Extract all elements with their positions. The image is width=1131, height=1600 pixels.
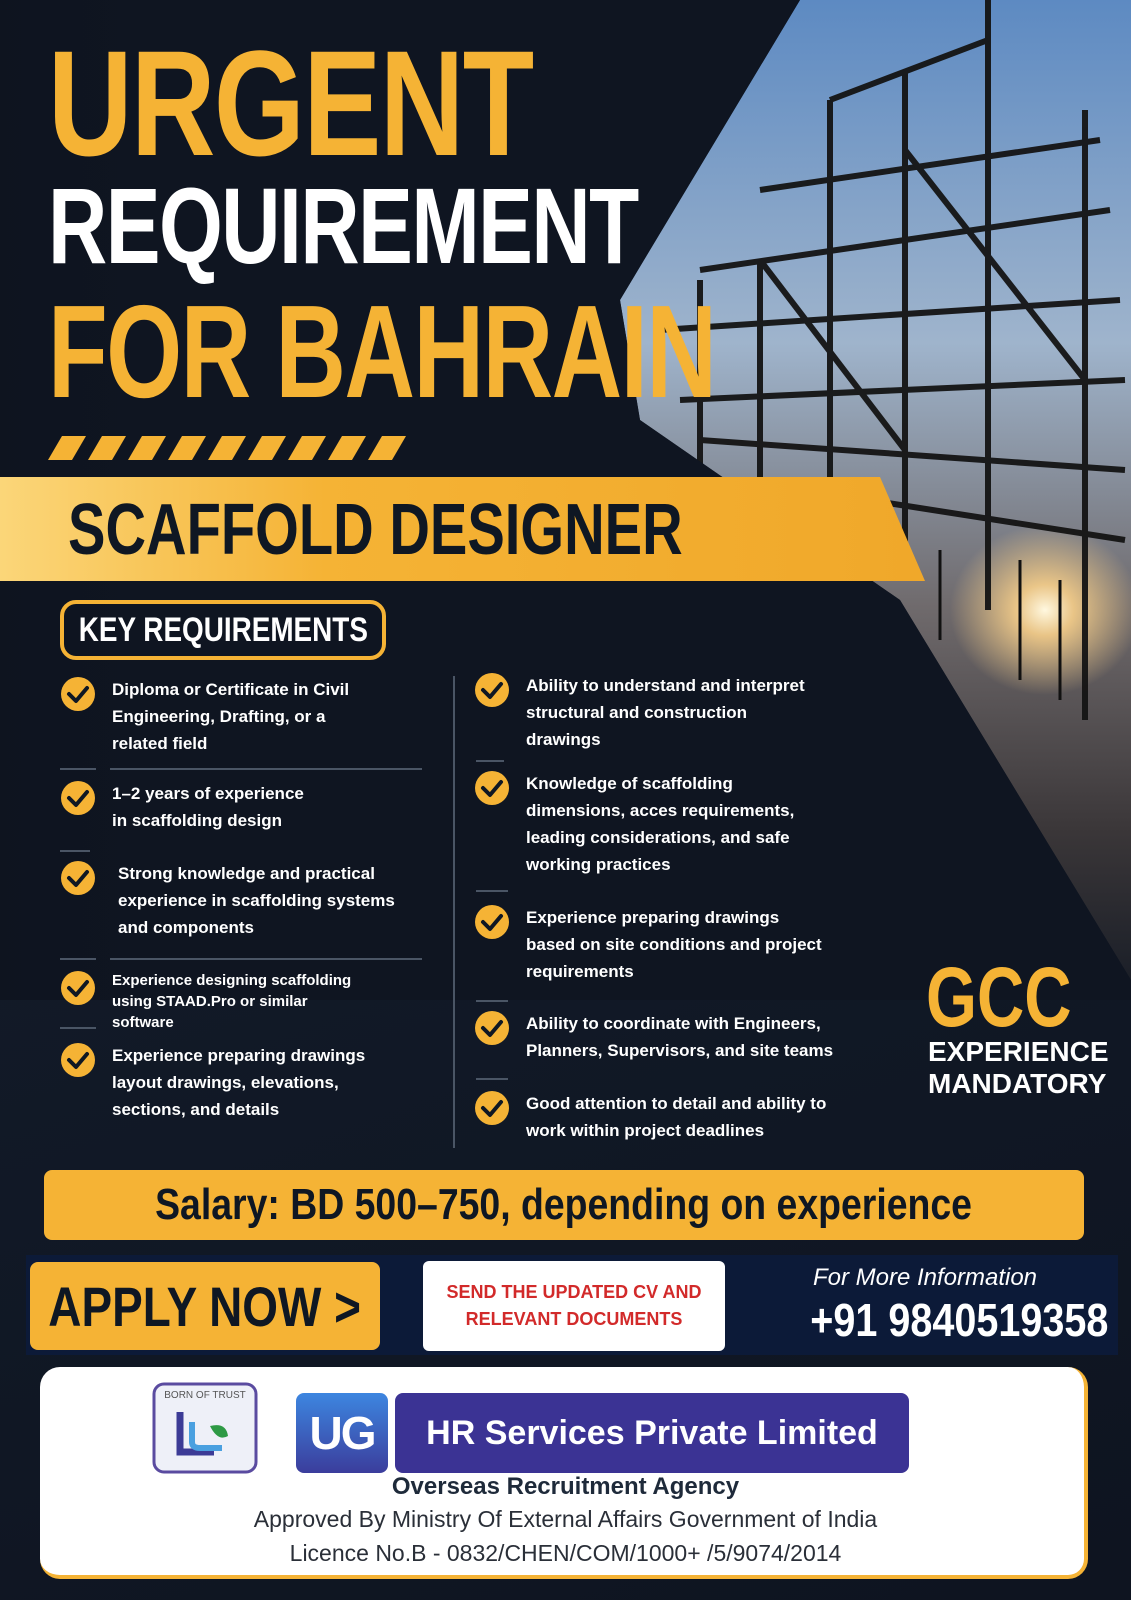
company-name: HR Services Private Limited <box>426 1413 878 1452</box>
check-icon <box>60 970 96 1006</box>
requirement-text: Experience preparing drawings layout drawings, elevations, sections, and details <box>112 1046 366 1119</box>
send-cv-box <box>423 1261 725 1351</box>
hazard-stripes <box>48 436 418 460</box>
salary-banner <box>44 1170 1084 1240</box>
requirement-item <box>60 780 420 834</box>
divider <box>60 850 90 852</box>
company-banner <box>395 1393 909 1473</box>
info-label: For More Information <box>812 1264 1038 1291</box>
column-divider <box>453 676 455 1148</box>
check-icon <box>474 1090 510 1126</box>
apply-now-label: APPLY NOW > <box>48 1274 362 1338</box>
requirement-item <box>474 904 874 985</box>
gcc-note <box>928 1036 1109 1100</box>
requirement-item <box>60 1042 420 1123</box>
send-cv-text: SEND THE UPDATED CV AND RELEVANT DOCUMENTS <box>446 1282 702 1329</box>
svg-text:BORN OF TRUST: BORN OF TRUST <box>164 1390 246 1401</box>
licence-number: Licence No.B - 0832/CHEN/COM/1000+ /5/9074/2014 <box>289 1540 842 1566</box>
born-of-trust-logo <box>152 1382 258 1474</box>
check-icon <box>60 676 96 712</box>
requirement-text: Strong knowledge and practical experience in scaffolding systems and components <box>118 864 395 937</box>
check-icon <box>60 780 96 816</box>
ug-logo-text: UG <box>309 1407 375 1459</box>
job-title: SCAFFOLD DESIGNER <box>68 490 683 570</box>
requirement-text: Diploma or Certificate in Civil Engineering, Drafting, or a related field <box>112 680 350 753</box>
gcc-line-2: MANDATORY <box>928 1068 1107 1099</box>
headline-location: FOR BAHRAIN <box>48 278 716 425</box>
requirement-item <box>474 1010 874 1064</box>
divider <box>476 890 508 892</box>
requirement-text: Knowledge of scaffolding dimensions, acces requirements, leading considerations, and safe working practices <box>526 774 795 874</box>
apply-now-button[interactable] <box>30 1262 380 1350</box>
divider <box>60 958 96 960</box>
requirement-item <box>60 860 420 941</box>
divider <box>476 1078 508 1080</box>
requirement-text: 1–2 years of experience in scaffolding design <box>112 784 304 830</box>
requirement-item <box>474 1090 874 1144</box>
gcc-line-1: EXPERIENCE <box>928 1036 1109 1067</box>
requirement-item <box>60 970 420 1033</box>
divider <box>60 1027 96 1029</box>
divider <box>60 768 96 770</box>
phone-number[interactable]: +91 9840519358 <box>810 1294 1109 1346</box>
divider <box>476 1000 508 1002</box>
check-icon <box>474 672 510 708</box>
requirement-text: Experience preparing drawings based on site conditions and project requirements <box>526 908 822 981</box>
ug-badge <box>296 1393 388 1473</box>
divider <box>110 958 422 960</box>
requirement-item <box>474 672 874 753</box>
requirement-text: Ability to coordinate with Engineers, Planners, Supervisors, and site teams <box>526 1014 834 1060</box>
requirement-text: Ability to understand and interpret structural and construction drawings <box>526 676 805 749</box>
key-requirements-label: KEY REQUIREMENTS <box>78 610 368 649</box>
check-icon <box>60 1042 96 1078</box>
check-icon <box>474 1010 510 1046</box>
headline-urgent: URGENT <box>48 19 533 187</box>
divider <box>110 768 422 770</box>
salary-text: Salary: BD 500–750, depending on experience <box>155 1180 973 1229</box>
approval-note: Approved By Ministry Of External Affairs Government of India <box>253 1506 878 1532</box>
headline-requirement: REQUIREMENT <box>48 165 638 286</box>
requirement-item <box>60 676 420 757</box>
key-requirements-badge <box>60 600 386 660</box>
requirement-text: Good attention to detail and ability to work within project deadlines <box>526 1094 827 1140</box>
gcc-heading: GCC <box>926 950 1072 1044</box>
check-icon <box>60 860 96 896</box>
check-icon <box>474 770 510 806</box>
requirement-text: Experience designing scaffolding using STAAD.Pro or similar software <box>112 972 352 1031</box>
agency-type: Overseas Recruitment Agency <box>391 1473 740 1500</box>
divider <box>476 760 504 762</box>
check-icon <box>474 904 510 940</box>
requirement-item <box>474 770 874 878</box>
